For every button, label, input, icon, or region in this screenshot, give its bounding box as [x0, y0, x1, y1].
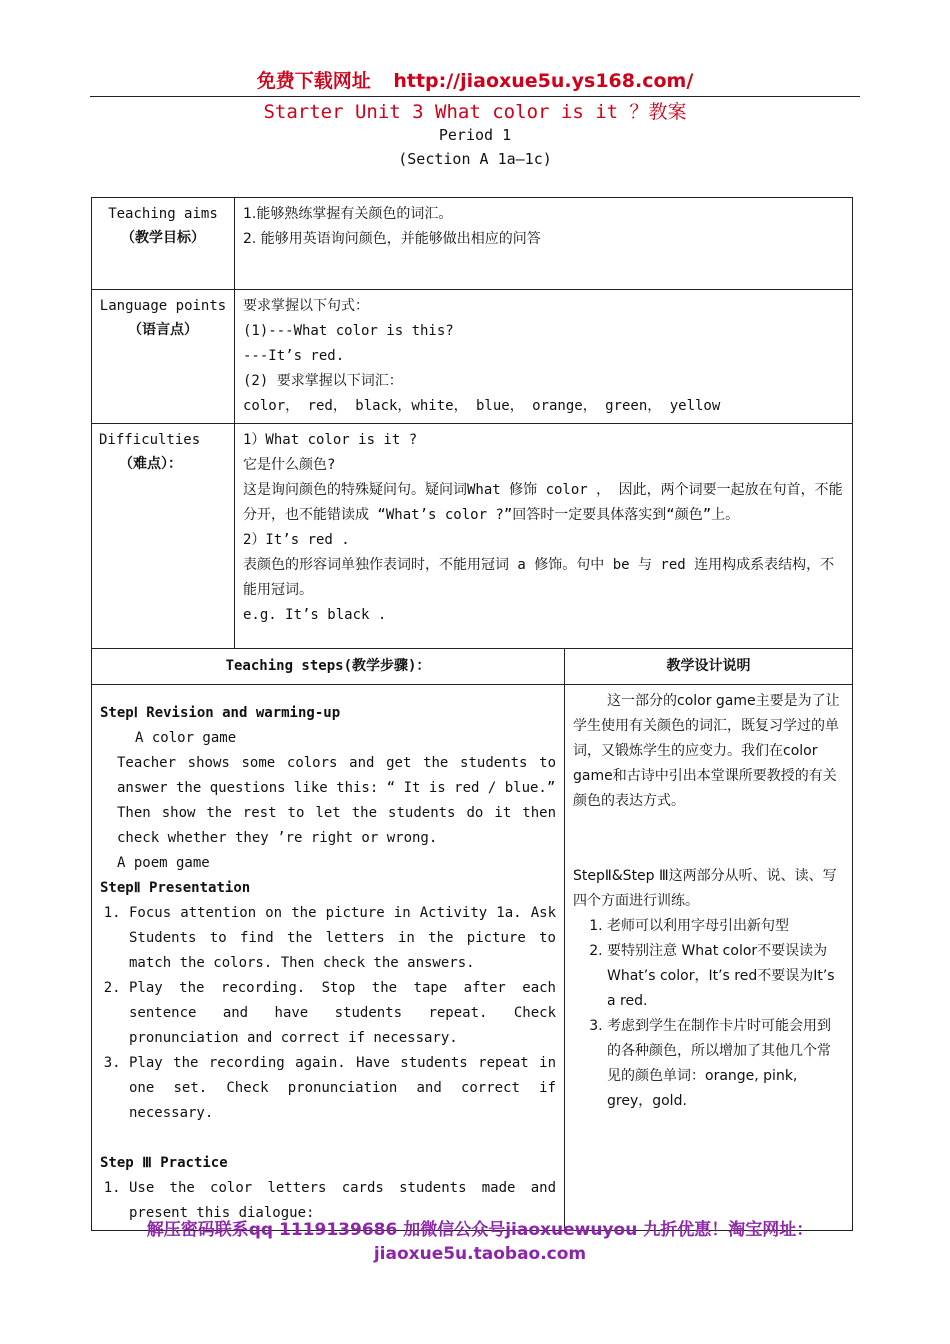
difficulty-line: 表颜色的形容词单独作表词时，不能用冠词 a 修饰。句中 be 与 red 连用构成系表结构，不能用冠词。 [243, 557, 835, 598]
teaching-aims-label-en: Teaching aims [108, 206, 218, 222]
difficulty-line: 1）What color is it ? [243, 432, 418, 448]
language-point-line: 要求掌握以下句式： [243, 298, 369, 314]
doc-period: Period 1 [438, 126, 512, 144]
difficulties-label [92, 424, 235, 649]
step1-title: StepⅠ Revision and warming-up [100, 705, 341, 721]
row-difficulties [92, 424, 853, 649]
row-language-points [92, 290, 853, 424]
notes-item: 2. 要特别注意 What color不要误读为What’s color，It’s red不要误为It’s a red. [607, 939, 844, 1014]
steps-content [92, 685, 565, 1231]
notes-paragraph: StepⅡ&Step Ⅲ这两部分从听、说、读、写四个方面进行训练。 [573, 868, 837, 909]
language-point-line: (1)---What color is this? [243, 323, 454, 339]
step2-title: StepⅡ Presentation [100, 880, 251, 896]
difficulty-line: 2）It’s red . [243, 532, 350, 548]
site-label: 免费下载网址 [256, 70, 371, 92]
step2-item: 2. Play the recording. Stop the tape after each sentence and have students repeat. Check pronunciation and correct if necessary. [129, 976, 556, 1051]
steps-header-right: 教学设计说明 [565, 649, 853, 685]
difficulty-line: 这是询问颜色的特殊疑问句。疑问词What 修饰 color ， 因此，两个词要一起放在句首，不能分开，也不能错读成 “What’s color ?”回答时一定要具体落实到“颜色”上。 [243, 482, 843, 523]
doc-section: (Section A 1a—1c) [398, 150, 552, 168]
row-steps-header [92, 649, 853, 685]
step1-paragraph: Then show the rest to let the students do it then check whether they ’re right or wrong. [117, 805, 556, 846]
difficulty-line: e.g. It’s black . [243, 607, 387, 623]
language-points-content [235, 290, 853, 424]
language-point-line: ---It’s red. [243, 348, 345, 364]
step3-item: 1. Use the color letters cards students made and present this dialogue: [129, 1176, 556, 1226]
notes-item: 1. 老师可以利用字母引出新句型 [607, 914, 844, 939]
site-url[interactable]: http://jiaoxue5u.ys168.com/ [393, 70, 694, 92]
difficulties-label-en: Difficulties [99, 432, 201, 448]
row-steps [92, 685, 853, 1231]
step2-item: 3. Play the recording again. Have students repeat in one set. Check pronunciation and correct if necessary. [129, 1051, 556, 1126]
steps-header-left: Teaching steps(教学步骤)： [92, 649, 565, 685]
difficulties-label-cn: （难点）： [119, 456, 182, 472]
teaching-aims-label [92, 198, 235, 290]
difficulty-line: 它是什么颜色? [243, 457, 336, 473]
language-point-line: color， red， black，white， blue， orange， green， yellow [243, 398, 721, 414]
language-points-label-cn: （语言点） [128, 322, 198, 338]
notes-paragraph: 这一部分的color game主要是为了让学生使用有关颜色的词汇，既复习学过的单词，又锻炼学生的应变力。我们在color game和古诗中引出本堂课所要教授的有关颜色的表达方式。 [573, 693, 840, 809]
lesson-table [91, 197, 853, 1231]
notes-list [573, 914, 844, 1114]
step1-subtitle-2: A poem game [117, 855, 210, 871]
teaching-aims-content [235, 198, 853, 290]
teaching-aim-item: 2. 能够用英语询问颜色，并能够做出相应的问答 [243, 231, 541, 247]
teaching-aim-item: 1.能够熟练掌握有关颜色的词汇。 [243, 206, 453, 222]
step3-title: Step Ⅲ Practice [100, 1155, 228, 1171]
language-point-line: (2) 要求掌握以下词汇： [243, 373, 403, 389]
step2-list [100, 901, 556, 1126]
notes-item: 3. 考虑到学生在制作卡片时可能会用到的各种颜色，所以增加了其他几个常见的颜色单词：orange, pink, grey，gold. [607, 1014, 844, 1114]
site-header [0, 66, 950, 93]
difficulties-content [235, 424, 853, 649]
doc-title: Starter Unit 3 What color is it ？教案 [263, 101, 687, 123]
step1-paragraph: Teacher shows some colors and get the students to answer the questions like this: “ It is red / blue.” [117, 755, 556, 796]
footer-contact: 解压密码联系qq 1119139686 加微信公众号jiaoxuewuyou 九折优惠！淘宝网址：jiaoxue5u.taobao.com [146, 1220, 814, 1264]
step1-subtitle: A color game [135, 730, 237, 746]
teaching-aims-label-cn: （教学目标） [121, 230, 205, 246]
language-points-label [92, 290, 235, 424]
design-notes [565, 685, 853, 1231]
language-points-label-en: Language points [99, 298, 227, 314]
row-teaching-aims [92, 198, 853, 290]
step2-item: 1. Focus attention on the picture in Activity 1a. Ask Students to find the letters in the picture to match the colors. Then check the answers. [129, 901, 556, 976]
